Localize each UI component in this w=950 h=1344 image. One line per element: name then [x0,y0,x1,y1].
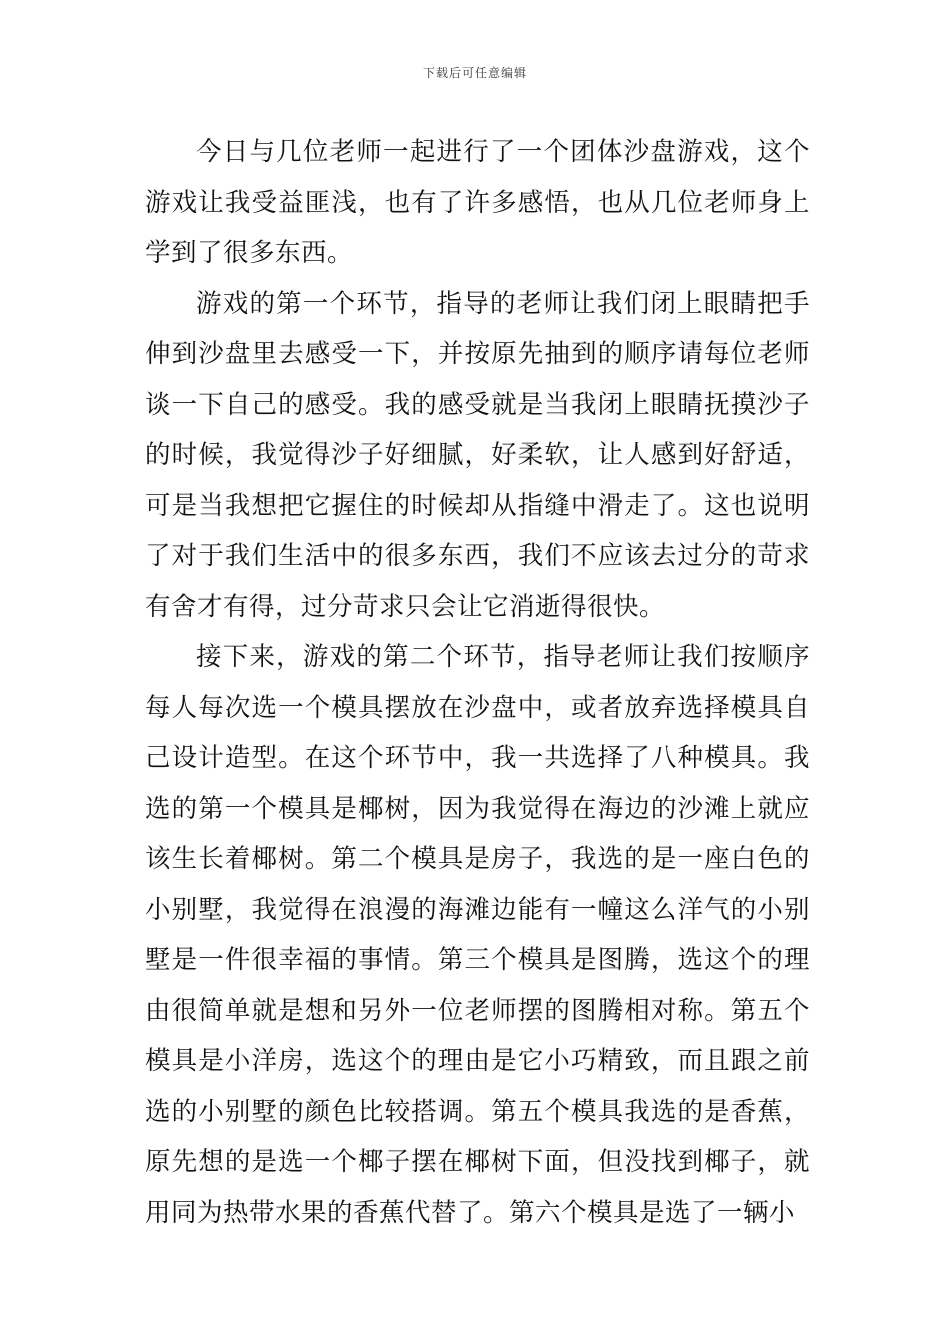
paragraph-2: 游戏的第一个环节，指导的老师让我们闭上眼睛把手伸到沙盘里去感受一下，并按原先抽到的顺序请每位老师谈一下自己的感受。我的感受就是当我闭上眼睛抚摸沙子的时候，我觉得沙子好细腻，好柔软，让人感到好舒适，可是当我想把它握住的时候却从指缝中滑走了。这也说明了对于我们生活中的很多东西，我们不应该去过分的苛求有舍才有得，过分苛求只会让它消逝得很快。 [145,288,810,622]
header-note: 下载后可任意编辑 [422,66,527,80]
document-body [145,127,810,1238]
paragraph-3: 接下来，游戏的第二个环节，指导老师让我们按顺序每人每次选一个模具摆放在沙盘中，或者放弃选择模具自己设计造型。在这个环节中，我一共选择了八种模具。我选的第一个模具是椰树，因为我觉得在海边的沙滩上就应该生长着椰树。第二个模具是房子，我选的是一座白色的小别墅，我觉得在浪漫的海滩边能有一幢这么洋气的小别墅是一件很幸福的事情。第三个模具是图腾，选这个的理由很简单就是想和另外一位老师摆的图腾相对称。第五个模具是小洋房，选这个的理由是它小巧精致，而且跟之前选的小别墅的颜色比较搭调。第五个模具我选的是香蕉，原先想的是选一个椰子摆在椰树下面，但没找到椰子，就用同为热带水果的香蕉代替了。第六个模具是选了一辆小 [145,642,810,1228]
paragraph-1: 今日与几位老师一起进行了一个团体沙盘游戏，这个游戏让我受益匪浅，也有了许多感悟，也从几位老师身上学到了很多东西。 [145,137,810,268]
